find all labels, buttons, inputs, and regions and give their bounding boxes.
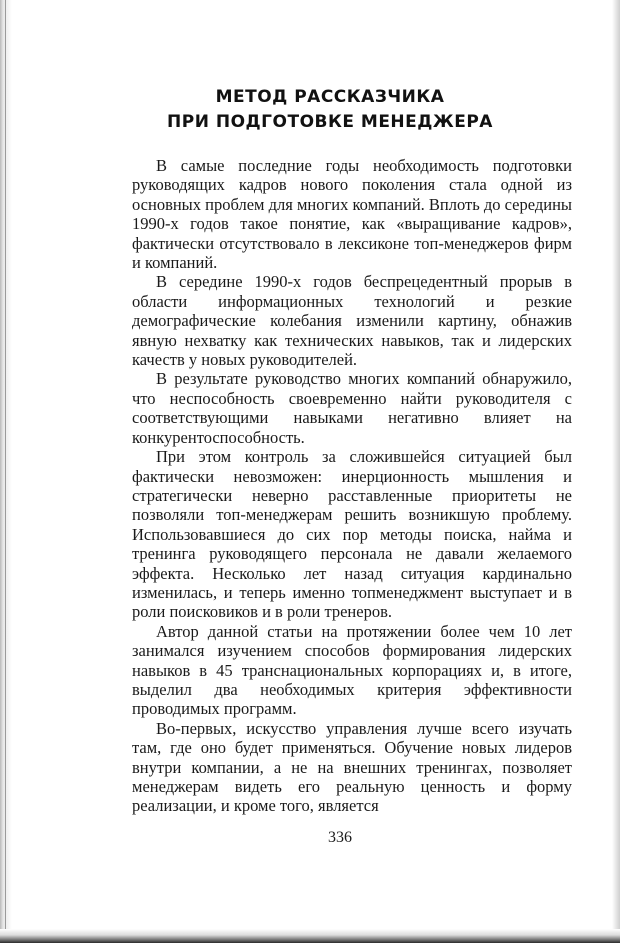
article-title-line-1: МЕТОД РАССКАЗЧИКА [215,87,445,107]
paragraph: В результате руководство многих компаний обнаружило, что неспособность своевременно найти руководителя с соответствующими навыками негативно влияет на конкурентоспособность. [132,369,572,447]
paragraph: Автор данной статьи на протяжении более чем 10 лет занимался изучением способов формирования лидерских навыков в 45 транснациональных корпорациях и, в итоге, выделил два необходимых критерия эффективности проводимых программ. [132,621,572,719]
article-body [132,156,572,816]
paragraph: При этом контроль за сложившейся ситуацией был фактически невозможен: инерционность мышления и стратегически неверно расставленные приоритеты не позволяли топ-менеджерам решить возникшую проблему. Использовавшиеся до сих пор методы поиска, найма и тренинга руководящего персонала не давали желаемого эффекта. Несколько лет назад ситуация кардинально изменилась, и теперь именно топменеджмент выступает и в роли поисковиков и в роли тренеров. [132,447,572,622]
page-number: 336 [328,829,352,846]
scan-left-line [5,0,6,943]
article-title-line-2: ПРИ ПОДГОТОВКЕ МЕНЕДЖЕРА [167,112,493,132]
scan-right-edge [612,0,620,943]
scan-left-edge [0,0,14,943]
scan-bottom-edge [0,929,620,943]
paragraph: Во-первых, искусство управления лучше всего изучать там, где оно будет применяться. Обучение новых лидеров внутри компании, а не на внешних тренингах, позволяет менеджерам видеть его реальную ценность и форму реализации, и кроме того, является [132,718,572,816]
paragraph: В середине 1990-х годов беспрецедентный прорыв в области информационных технологий и резкие демографические колебания изменили картину, обнажив явную нехватку как технических навыков, так и лидерских качеств у новых руководителей. [132,272,572,370]
paragraph: В самые последние годы необходимость подготовки руководящих кадров нового поколения стала одной из основных проблем для многих компаний. Вплоть до середины 1990-х годов такое понятие, как «выращивание кадров», фактически отсутствовало в лексиконе топ-менеджеров фирм и компаний. [132,156,572,273]
